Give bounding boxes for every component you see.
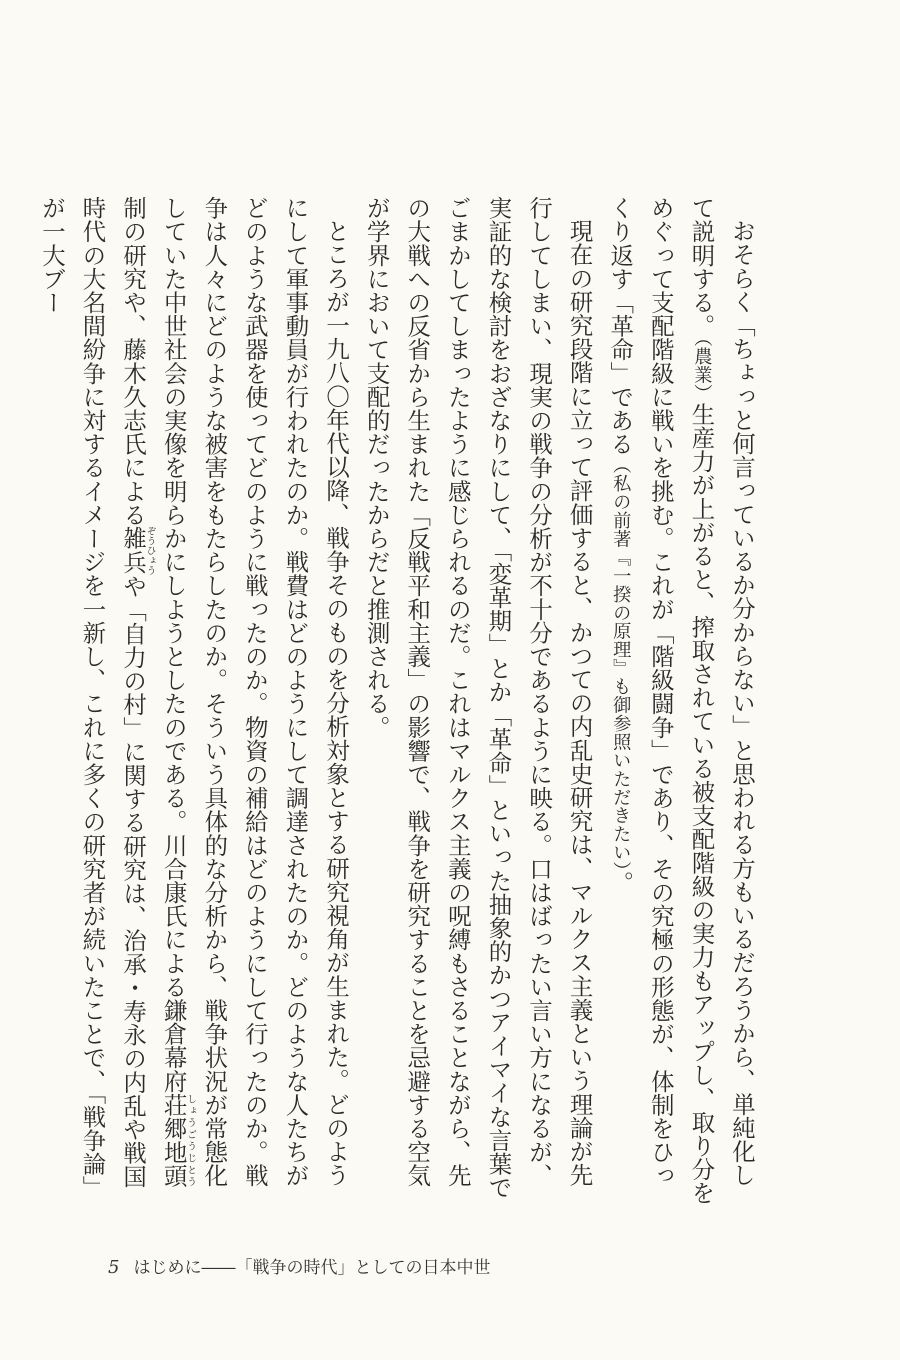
running-title: はじめに――「戦争の時代」としての日本中世	[133, 1258, 491, 1278]
ruby-reading-zohyo: ぞうひょう	[144, 525, 156, 576]
paragraph-1-text-e: 。	[606, 870, 635, 895]
ruby-base-shogo-jito: 荘郷地頭	[159, 1092, 188, 1188]
paragraph-3-text-b: 制の研究や、藤木久志氏による	[119, 196, 148, 527]
main-text-vertical	[37, 196, 762, 1206]
paragraph-3	[31, 196, 356, 1206]
paragraph-1-text-a: おそらく「ちょっと何言っているか分からない」と思われる方もいるだろうから、単純化して説明する。	[687, 196, 756, 1187]
paragraph-3-text-a: ところが一九八〇年代以降、戦争そのものを分析対象とする研究視角が生まれた。どのようにして軍事動員が行われたのか。戦費はどのようにして調達されたのか。どのような人たちがどのような武器を使ってどのように戦ったのか。物資の補給はどのようにして行ったのか。戦争は人々にどのような被害をもたらしたのか。そういう具体的な分析から、戦争状況が常態化していた中世社会の実像を明らかにしようとしたのである。川合康氏による鎌倉幕府	[159, 196, 351, 1188]
paragraph-1	[600, 196, 762, 1206]
paragraph-1-note-agriculture: （農業）	[691, 337, 713, 403]
ruby-base-zohyo: 雑兵	[119, 525, 148, 576]
ruby-shogo-jito	[159, 1092, 197, 1188]
paragraph-1-note-prior-book: （私の前著『一揆の原理』も御参照いただきたい）	[610, 455, 632, 871]
page-number: 5	[108, 1257, 120, 1278]
ruby-reading-shogo-jito: しょうごうじとう	[185, 1092, 197, 1188]
paragraph-2: 現在の研究段階に立って評価すると、かつての内乱史研究は、マルクス主義という理論が先行してしまい、現実の戦争の分析が不十分であるように映る。口はばったい言い方になるが、実証的な検討をおざなりにして、「変革期」とか「革命」といった抽象的かつアイマイな言葉でごまかしてしまったように感じられるのだ。これはマルクス主義の呪縛もさることながら、先の大戦への反省から生まれた「反戦平和主義」の影響で、戦争を研究することを忌避する空気が学界において支配的だったからだと推測される。	[362, 196, 594, 1200]
ruby-zohyo	[119, 525, 156, 576]
page-footer	[108, 1253, 490, 1278]
paragraph-3-text-c: や「自力の村」に関する研究は、治承・寿永の内乱や戦国時代の大名間紛争に対するイメージを一新し、これに多くの研究者が続いたことで、「戦争論」が一大ブー	[37, 196, 148, 1200]
paragraph-1-text-c: 生産力が上がると、搾取されている被支配階級の実力もアップし、取り分をめぐって支配階級に戦いを挑む。これが「階級闘争」であり、その究極の形態が、体制をひっくり返す「革命」である	[606, 196, 716, 1205]
